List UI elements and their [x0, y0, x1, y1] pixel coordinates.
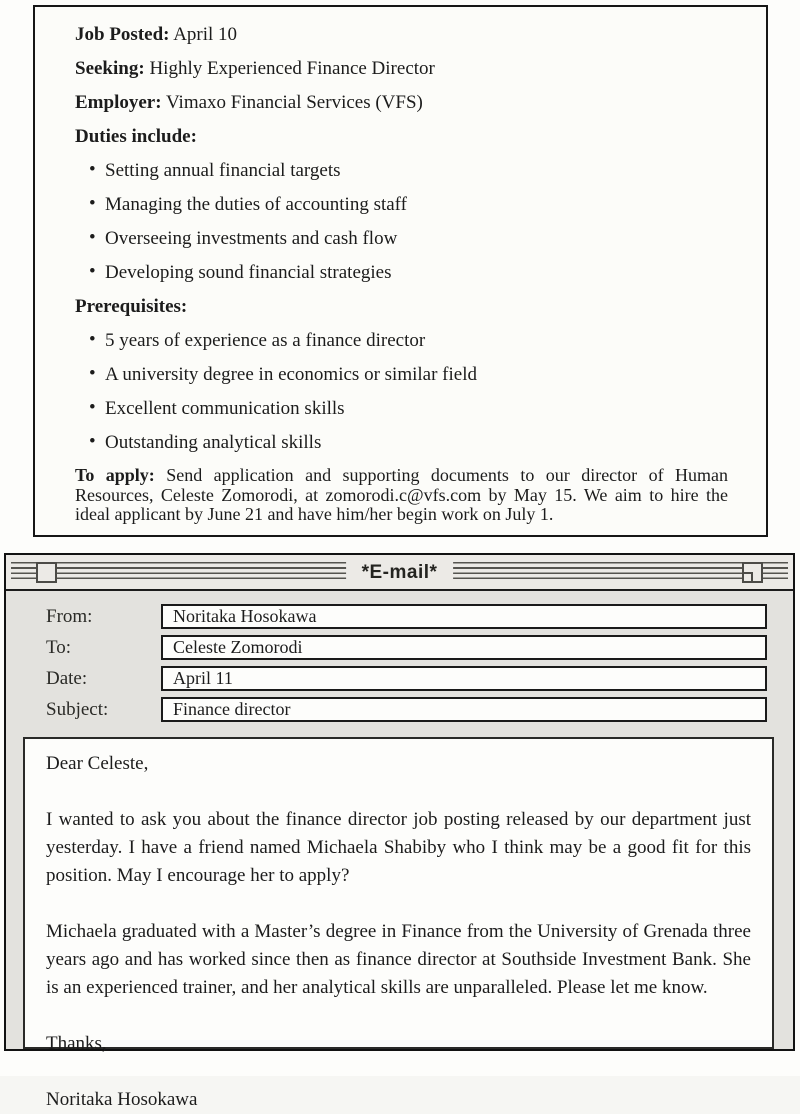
email-paragraph-1: I wanted to ask you about the finance director job posting released by our department just yesterday. I have a friend named Michaela Shabiby who I think may be a good fit for this position. May I encourage her to apply?: [46, 809, 751, 886]
employer-value: Vimaxo Financial Services (VFS): [165, 92, 423, 113]
to-apply-label: To apply:: [75, 465, 155, 485]
to-label: To:: [46, 637, 72, 658]
date-value: April 11: [173, 668, 233, 688]
email-greeting: Dear Celeste,: [46, 753, 149, 774]
duties-list: [89, 160, 728, 283]
from-field[interactable]: [161, 604, 767, 629]
list-item: • Overseeing investments and cash flow: [89, 228, 728, 249]
duties-heading: Duties include:: [75, 126, 197, 147]
email-window: [4, 553, 795, 1110]
to-apply-paragraph: [75, 466, 728, 525]
from-value: Noritaka Hosokawa: [173, 606, 317, 626]
seeking-value: Highly Experienced Finance Director: [149, 58, 435, 79]
list-item: • 5 years of experience as a finance director: [89, 330, 728, 351]
to-apply-text: Send application and supporting documents to our director of Human Resources, Celeste Zomorodi, at zomorodi.c@vfs.com by May 15. We aim to hire the ideal applicant by June 21 and have him/her begin work on July 1.: [75, 465, 729, 524]
list-item: • Excellent communication skills: [89, 398, 728, 419]
email-closing: Thanks,: [46, 1033, 107, 1054]
subject-value: Finance director: [173, 699, 291, 719]
job-posted-label: Job Posted:: [75, 24, 170, 45]
to-value: Celeste Zomorodi: [173, 637, 303, 657]
from-row: [6, 604, 793, 635]
list-item: • Setting annual financial targets: [89, 160, 728, 181]
from-label: From:: [46, 606, 93, 627]
list-item: • A university degree in economics or similar field: [89, 364, 728, 385]
list-item: • Developing sound financial strategies: [89, 262, 728, 283]
email-header-fields: [6, 591, 793, 728]
date-label: Date:: [46, 668, 88, 689]
employer-line: [75, 92, 728, 113]
email-paragraph-2: Michaela graduated with a Master’s degree in Finance from the University of Grenada three years ago and has worked since then as finance director at Southside Investment Bank. She is an experienced trainer, and her analytical skills are unparalleled. Please let me know.: [46, 921, 751, 998]
prerequisites-list: [89, 330, 728, 453]
zoom-box-inner-icon: [742, 572, 753, 583]
subject-label: Subject:: [46, 699, 109, 720]
prerequisites-heading: Prerequisites:: [75, 296, 188, 317]
job-posted-line: [75, 24, 728, 45]
job-posting-box: [33, 5, 768, 537]
date-row: [6, 666, 793, 697]
seeking-label: Seeking:: [75, 58, 145, 79]
email-signature: Noritaka Hosokawa: [46, 1089, 198, 1110]
subject-row: [6, 697, 793, 728]
to-row: [6, 635, 793, 666]
email-title-bar[interactable]: [6, 555, 793, 591]
zoom-box-icon[interactable]: [742, 562, 763, 583]
seeking-line: [75, 58, 728, 79]
subject-field[interactable]: [161, 697, 767, 722]
email-body: [23, 737, 774, 1110]
job-posted-value: April 10: [173, 24, 238, 45]
employer-label: Employer:: [75, 92, 162, 113]
date-field[interactable]: [161, 666, 767, 691]
list-item: • Managing the duties of accounting staff: [89, 194, 728, 215]
list-item: • Outstanding analytical skills: [89, 432, 728, 453]
close-box-icon[interactable]: [36, 562, 57, 583]
to-field[interactable]: [161, 635, 767, 660]
window-title: *E-mail*: [346, 558, 454, 587]
